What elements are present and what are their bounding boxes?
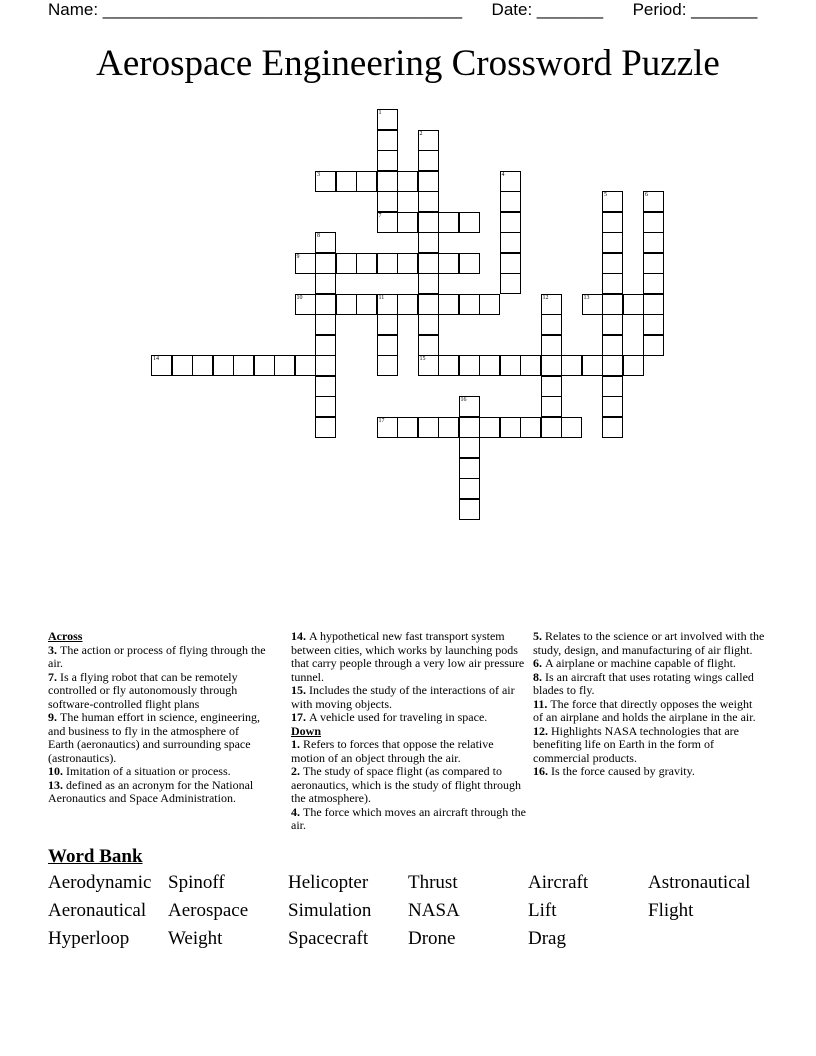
crossword-cell[interactable] xyxy=(602,335,623,356)
crossword-cell[interactable] xyxy=(377,314,398,335)
clue-item-text: The force that directly opposes the weight of an airplane and holds the airplane in the air. xyxy=(533,696,756,724)
clue-number: 15 xyxy=(419,356,426,362)
crossword-cell[interactable] xyxy=(377,355,398,376)
clue-item xyxy=(533,630,765,657)
clue-item-text: Refers to forces that oppose the relative motion of an object through the air. xyxy=(291,737,494,765)
page-title: Aerospace Engineering Crossword Puzzle xyxy=(96,43,720,84)
crossword-cell[interactable] xyxy=(500,212,521,233)
clue-item-text: The action or process of flying through the air. xyxy=(48,642,266,670)
crossword-cell[interactable] xyxy=(418,417,439,438)
crossword-cell[interactable] xyxy=(418,335,439,356)
clues-column-1 xyxy=(48,630,266,806)
word-bank-item: Simulation xyxy=(288,900,372,921)
clue-item-number: 15. xyxy=(291,683,309,697)
crossword-cell[interactable] xyxy=(315,171,336,192)
crossword-cell[interactable] xyxy=(623,294,644,315)
crossword-cell[interactable] xyxy=(377,171,398,192)
crossword-cell[interactable] xyxy=(397,417,418,438)
word-bank-item: Thrust xyxy=(408,872,458,893)
clue-item xyxy=(48,765,266,779)
clue-item xyxy=(533,698,765,725)
crossword-cell[interactable] xyxy=(602,232,623,253)
crossword-cell[interactable] xyxy=(459,417,480,438)
clue-item-text: A airplane or machine capable of flight. xyxy=(545,656,736,670)
crossword-cell[interactable] xyxy=(418,150,439,171)
crossword-cell[interactable] xyxy=(561,417,582,438)
crossword-cell[interactable] xyxy=(151,355,172,376)
crossword-cell[interactable] xyxy=(602,417,623,438)
clues-column-2 xyxy=(291,630,527,833)
crossword-cell[interactable] xyxy=(541,335,562,356)
clue-item-number: 9. xyxy=(48,710,60,724)
crossword-cell[interactable] xyxy=(459,396,480,417)
crossword-cell[interactable] xyxy=(500,417,521,438)
word-bank-item: Helicopter xyxy=(288,872,369,893)
clue-number: 1 xyxy=(378,110,382,116)
clue-item xyxy=(291,765,527,806)
crossword-cell[interactable] xyxy=(377,294,398,315)
crossword-cell[interactable] xyxy=(315,417,336,438)
clue-item xyxy=(291,630,527,684)
clue-item-text: Imitation of a situation or process. xyxy=(66,764,231,778)
crossword-cell[interactable] xyxy=(295,294,316,315)
clue-number: 4 xyxy=(501,171,505,178)
crossword-cell[interactable] xyxy=(459,212,480,233)
crossword-cell[interactable] xyxy=(315,396,336,417)
crossword-cell[interactable] xyxy=(418,130,439,151)
word-bank-item: NASA xyxy=(408,900,460,921)
crossword-cell[interactable] xyxy=(459,478,480,499)
crossword-cell[interactable] xyxy=(520,417,541,438)
crossword-cell[interactable] xyxy=(500,355,521,376)
crossword-cell[interactable] xyxy=(418,294,439,315)
clue-item-text: The human effort in science, engineering, and business to fly in the atmosphere of Earth (aeronautics) and surrounding space (astronautics). xyxy=(48,710,261,765)
clue-number: 3 xyxy=(317,171,320,178)
period-field[interactable]: Period: _______ xyxy=(632,0,758,19)
crossword-cell[interactable] xyxy=(520,355,541,376)
crossword-cell[interactable] xyxy=(500,191,521,212)
clue-item-number: 1. xyxy=(291,737,303,751)
crossword-cell[interactable] xyxy=(582,355,603,376)
crossword-cell[interactable] xyxy=(541,314,562,335)
clue-item-number: 6. xyxy=(533,656,545,670)
clue-item xyxy=(533,671,765,698)
clue-heading: Down xyxy=(291,723,322,738)
clue-item-text: Relates to the science or art involved with the study, design, and manufacturing of air flight. xyxy=(533,629,765,657)
crossword-cell[interactable] xyxy=(459,499,480,520)
clue-item xyxy=(291,684,527,711)
crossword-cell[interactable] xyxy=(602,396,623,417)
crossword-cell[interactable] xyxy=(315,376,336,397)
crossword-cell[interactable] xyxy=(377,150,398,171)
crossword-cell[interactable] xyxy=(233,355,254,376)
crossword-cell[interactable] xyxy=(172,355,193,376)
crossword-cell[interactable] xyxy=(295,253,316,274)
clue-item xyxy=(48,779,266,806)
crossword-cell[interactable] xyxy=(315,294,336,315)
clue-number: 8 xyxy=(317,233,320,239)
crossword-cell[interactable] xyxy=(479,355,500,376)
clue-item-number: 17. xyxy=(291,710,309,724)
crossword-cell[interactable] xyxy=(274,355,295,376)
crossword-cell[interactable] xyxy=(377,335,398,356)
word-bank-item: Aircraft xyxy=(528,872,589,893)
clue-item-number: 13. xyxy=(48,777,66,792)
crossword-cell[interactable] xyxy=(377,253,398,274)
crossword-cell[interactable] xyxy=(602,314,623,335)
clue-item-text: The force which moves an aircraft through the air. xyxy=(291,804,526,832)
clue-number: 13 xyxy=(583,294,590,301)
clue-item xyxy=(48,711,266,765)
clue-item-text: Is a flying robot that can be remotely controlled or fly autonomously through software-controlled flight plans xyxy=(48,669,238,711)
clue-item xyxy=(291,711,527,725)
crossword-cell[interactable] xyxy=(459,253,480,274)
clue-item-text: A vehicle used for traveling in space. xyxy=(309,710,488,724)
crossword-cell[interactable] xyxy=(500,232,521,253)
crossword-cell[interactable] xyxy=(397,171,418,192)
crossword-cell[interactable] xyxy=(459,458,480,479)
word-bank-item: Drone xyxy=(408,928,456,949)
clue-item-text: Is an aircraft that uses rotating wings called blades to fly. xyxy=(533,669,754,697)
crossword-cell[interactable] xyxy=(643,335,664,356)
word-bank-item: Aerodynamic xyxy=(48,872,152,893)
crossword-cell[interactable] xyxy=(438,294,459,315)
crossword-cell[interactable] xyxy=(397,253,418,274)
crossword-cell[interactable] xyxy=(356,253,377,274)
crossword-cell[interactable] xyxy=(541,376,562,397)
clue-number: 10 xyxy=(296,294,303,301)
crossword-cell[interactable] xyxy=(479,294,500,315)
crossword-cell[interactable] xyxy=(602,355,623,376)
clue-item-number: 3. xyxy=(48,642,60,657)
crossword-cell[interactable] xyxy=(254,355,275,376)
clue-item-number: 2. xyxy=(291,764,303,778)
word-bank-title: Word Bank xyxy=(48,846,143,867)
crossword-cell[interactable] xyxy=(418,314,439,335)
crossword-cell[interactable] xyxy=(315,314,336,335)
crossword-cell[interactable] xyxy=(602,294,623,315)
clue-item-text: Highlights NASA technologies that are benefiting life on Earth in the form of commercial products. xyxy=(533,723,739,765)
crossword-cell[interactable] xyxy=(602,191,623,212)
clue-item-text: A hypothetical new fast transport system between cities, which works by launching pods that carry people through a very low air pressure tunnel. xyxy=(291,629,525,684)
crossword-cell[interactable] xyxy=(397,294,418,315)
crossword-cell[interactable] xyxy=(459,355,480,376)
clue-item-text: The study of space flight (as compared to aeronautics, which is the study of flight through the atmosphere). xyxy=(291,764,521,805)
crossword-cell[interactable] xyxy=(418,273,439,294)
clue-number: 17 xyxy=(378,417,385,424)
crossword-cell[interactable] xyxy=(295,355,316,376)
crossword-cell[interactable] xyxy=(438,253,459,274)
clue-number: 14 xyxy=(153,356,159,362)
word-bank-item: Aeronautical xyxy=(48,900,147,921)
clue-number: 9 xyxy=(296,253,300,260)
clues-column-3 xyxy=(533,630,765,779)
crossword-cell[interactable] xyxy=(315,355,336,376)
crossword-cell[interactable] xyxy=(418,171,439,192)
word-bank-item: Flight xyxy=(648,900,694,921)
clue-item-number: 7. xyxy=(48,669,60,684)
crossword-cell[interactable] xyxy=(541,396,562,417)
clue-number: 7 xyxy=(378,212,382,219)
clue-item-number: 4. xyxy=(291,804,303,819)
clue-item xyxy=(533,657,765,671)
crossword-cell[interactable] xyxy=(315,273,336,294)
clue-heading: Across xyxy=(48,629,83,643)
crossword-cell[interactable] xyxy=(336,171,357,192)
clue-item-number: 16. xyxy=(533,764,551,778)
crossword-cell[interactable] xyxy=(438,212,459,233)
crossword-cell[interactable] xyxy=(643,212,664,233)
crossword-cell[interactable] xyxy=(500,171,521,192)
crossword-cell[interactable] xyxy=(336,294,357,315)
crossword-cell[interactable] xyxy=(643,314,664,335)
crossword-cell[interactable] xyxy=(541,355,562,376)
crossword-cell[interactable] xyxy=(356,294,377,315)
crossword-cell[interactable] xyxy=(479,417,500,438)
word-bank-item: Spinoff xyxy=(168,872,225,893)
clue-item xyxy=(533,725,765,766)
crossword-cell[interactable] xyxy=(418,212,439,233)
word-bank-item: Aerospace xyxy=(168,900,249,921)
crossword-cell[interactable] xyxy=(315,335,336,356)
clue-item-text: Includes the study of the interactions of air with moving objects. xyxy=(291,683,515,711)
word-bank-item: Hyperloop xyxy=(48,928,130,949)
crossword-cell[interactable] xyxy=(377,212,398,233)
word-bank-item: Lift xyxy=(528,900,557,921)
clue-item-number: 12. xyxy=(533,723,551,738)
word-bank-item: Astronautical xyxy=(648,872,751,893)
crossword-cell[interactable] xyxy=(418,355,439,376)
crossword-cell[interactable] xyxy=(377,191,398,212)
crossword-cell[interactable] xyxy=(602,253,623,274)
crossword-cell[interactable] xyxy=(582,294,603,315)
crossword-cell[interactable] xyxy=(602,376,623,397)
crossword-cell[interactable] xyxy=(459,294,480,315)
crossword-cell[interactable] xyxy=(377,130,398,151)
clue-number: 2 xyxy=(419,130,423,137)
crossword-cell[interactable] xyxy=(459,437,480,458)
crossword-cell[interactable] xyxy=(356,171,377,192)
clue-item-number: 8. xyxy=(533,669,545,684)
crossword-cell[interactable] xyxy=(643,191,664,212)
clue-item-text: defined as an acronym for the National Aeronautics and Space Administration. xyxy=(48,777,254,805)
clue-item xyxy=(48,644,266,671)
crossword-cell[interactable] xyxy=(438,417,459,438)
crossword-cell[interactable] xyxy=(418,253,439,274)
name-field[interactable]: Name: ______________________________________ xyxy=(48,0,463,19)
crossword-cell[interactable] xyxy=(315,232,336,253)
crossword-cell[interactable] xyxy=(397,212,418,233)
crossword-cell[interactable] xyxy=(602,273,623,294)
date-field[interactable]: Date: _______ xyxy=(491,0,604,19)
crossword-cell[interactable] xyxy=(561,355,582,376)
crossword-cell[interactable] xyxy=(541,417,562,438)
clue-item xyxy=(48,671,266,712)
crossword-cell[interactable] xyxy=(418,232,439,253)
crossword-cell[interactable] xyxy=(643,253,664,274)
clue-item xyxy=(533,765,765,779)
crossword-cell[interactable] xyxy=(541,294,562,315)
clue-number: 12 xyxy=(542,294,549,301)
word-bank-item: Spacecraft xyxy=(288,928,369,949)
crossword-cell[interactable] xyxy=(192,355,213,376)
crossword-cell[interactable] xyxy=(500,273,521,294)
crossword-cell[interactable] xyxy=(643,294,664,315)
clue-item-number: 14. xyxy=(291,629,309,643)
clue-number: 6 xyxy=(645,192,648,198)
clue-item-number: 10. xyxy=(48,764,66,778)
crossword-cell[interactable] xyxy=(377,109,398,130)
crossword-cell[interactable] xyxy=(213,355,234,376)
clue-number: 11 xyxy=(378,294,385,301)
crossword-cell[interactable] xyxy=(418,191,439,212)
clue-number: 16 xyxy=(460,397,467,403)
crossword-cell[interactable] xyxy=(643,273,664,294)
clue-item-number: 11. xyxy=(533,696,551,711)
crossword-cell[interactable] xyxy=(438,355,459,376)
crossword-cell[interactable] xyxy=(623,355,644,376)
clue-item xyxy=(291,806,527,833)
crossword-cell[interactable] xyxy=(336,253,357,274)
word-bank-item: Drag xyxy=(528,928,566,949)
clue-item-text: Is the force caused by gravity. xyxy=(551,764,695,778)
word-bank-item: Weight xyxy=(168,928,223,949)
crossword-cell[interactable] xyxy=(377,417,398,438)
crossword-cell[interactable] xyxy=(602,212,623,233)
crossword-cell[interactable] xyxy=(315,253,336,274)
clue-item-number: 5. xyxy=(533,629,545,643)
clue-item xyxy=(291,738,527,765)
crossword-cell[interactable] xyxy=(643,232,664,253)
clue-number: 5 xyxy=(604,192,607,198)
crossword-cell[interactable] xyxy=(500,253,521,274)
